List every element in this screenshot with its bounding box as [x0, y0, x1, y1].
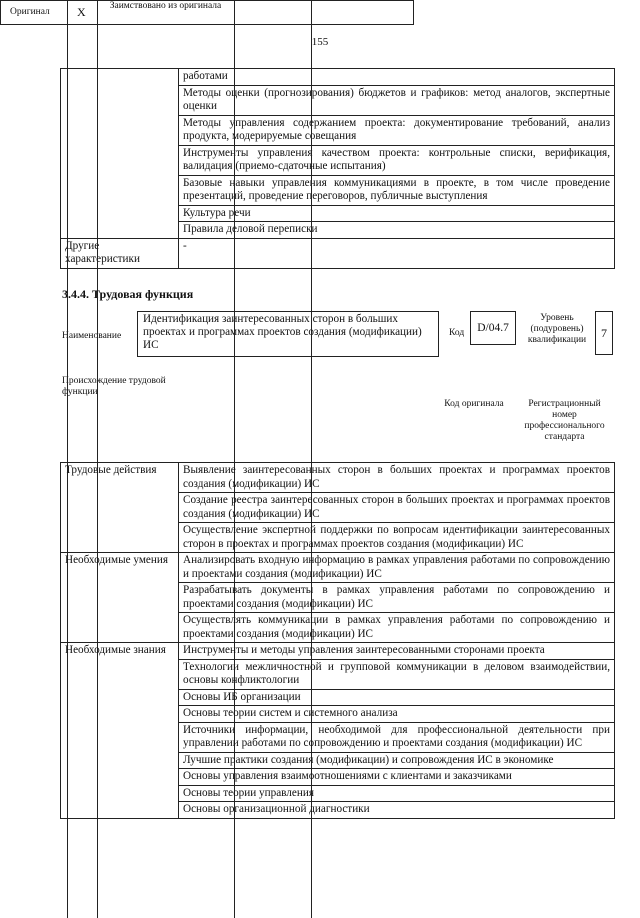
- table-cell: Источники информации, необходимой для профессиональной деятельности при управлении работами по сопровождению и проектами создания (модификации) ИС: [179, 722, 615, 752]
- table-cell: Методы управления содержанием проекта: документирование требований, анализ продукта, модерируемые совещания: [179, 115, 615, 145]
- level-label: Уровень (подуровень) квалификации: [527, 313, 587, 345]
- table-cell: Основы теории систем и системного анализа: [179, 706, 615, 723]
- code-orig-label: Код оригинала: [444, 399, 504, 409]
- original-mark: X: [77, 5, 86, 19]
- level-value: 7: [595, 311, 613, 355]
- name-label: Наименование: [62, 331, 122, 341]
- table-cell: Основы ИБ организации: [179, 689, 615, 706]
- table-cell: работами: [179, 69, 615, 86]
- table-cell: Базовые навыки управления коммуникациями в проекте, в том числе проведение презентаций, проведение переговоров, публичные выступления: [179, 175, 615, 205]
- table-cell: Выявление заинтересованных сторон в больших проектах и программах проектов создания (модификации) ИС: [179, 463, 615, 493]
- table-cell: Технологии межличностной и групповой коммуникации в деловом взаимодействии, основы конфликтологии: [179, 659, 615, 689]
- table-cell: Анализировать входную информацию в рамках управления работами по сопровождению и проектами создания (модификации) ИС: [179, 553, 615, 583]
- table-row: [61, 553, 615, 583]
- table-cell: Осуществление экспертной поддержки по вопросам идентификации заинтересованных сторон в проектах и программах проектов создания (модификации) ИС: [179, 523, 615, 553]
- name-value: Идентификация заинтересованных сторон в больших проектах и программах проектов создания (модификации) ИС: [137, 311, 439, 357]
- row-label: Другие характеристики: [61, 238, 179, 268]
- table-cell: Осуществлять коммуникации в рамках управления работами по сопровождению и проектами создания (модификации) ИС: [179, 613, 615, 643]
- table-row: [61, 643, 615, 660]
- table-cell: Инструменты управления качеством проекта: контрольные списки, верификация, валидация (приемо-сдаточные испытания): [179, 145, 615, 175]
- original-label: Оригинал: [10, 7, 50, 17]
- origin-original-cell: [0, 0, 68, 918]
- group-label-knowledge: Необходимые знания: [61, 643, 179, 819]
- table-row: [61, 463, 615, 493]
- borrowed-label: Заимствовано из оригинала: [109, 1, 222, 11]
- code-value: D/04.7: [470, 311, 516, 345]
- reg-number-label: Регистрационный номер профессионального стандарта: [524, 399, 605, 442]
- table-cell: Методы оценки (прогнозирования) бюджетов и графиков: метод аналогов, экспертные оценки: [179, 85, 615, 115]
- table-cell: Инструменты и методы управления заинтересованными сторонами проекта: [179, 643, 615, 660]
- table-cell: Основы теории управления: [179, 785, 615, 802]
- origin-table: [0, 0, 414, 25]
- table-cell: Правила деловой переписки: [179, 222, 615, 239]
- table-cell: Основы управления взаимоотношениями с клиентами и заказчиками: [179, 769, 615, 786]
- group-label-skills: Необходимые умения: [61, 553, 179, 643]
- group-label-actions: Трудовые действия: [61, 463, 179, 553]
- section-title: 3.4.4. Трудовая функция: [62, 287, 194, 301]
- table-cell: Основы организационной диагностики: [179, 802, 615, 819]
- table-cell: Лучшие практики создания (модификации) и сопровождения ИС в экономике: [179, 752, 615, 769]
- table-cell: Культура речи: [179, 205, 615, 222]
- table-cell: Разрабатывать документы в рамках управления работами по сопровождению и проектами создания (модификации) ИС: [179, 583, 615, 613]
- table-cell: -: [179, 238, 615, 268]
- labor-function-table: [60, 462, 615, 819]
- page-number: 155: [311, 36, 329, 48]
- code-label: Код: [449, 328, 465, 338]
- table-cell: Создание реестра заинтересованных сторон в больших проектах и программах проектов создания (модификации) ИС: [179, 493, 615, 523]
- origin-label: Происхождение трудовой функции: [62, 376, 166, 397]
